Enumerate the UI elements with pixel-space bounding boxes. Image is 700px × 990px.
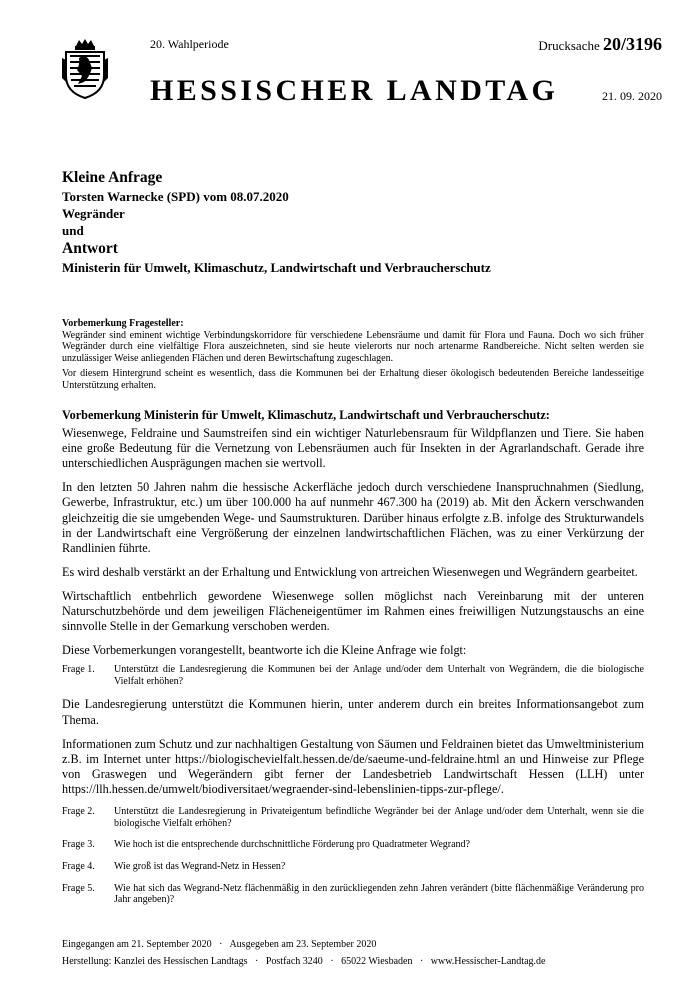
frage-text: Unterstützt die Landesregierung in Privateigentum befindliche Wegränder bei der Anlage und/oder dem Unterhalt, wenn sie die biologische Vielfalt erhöhen? bbox=[114, 805, 644, 829]
paragraph: Wiesenwege, Feldraine und Saumstreifen sind ein wichtiger Naturlebensraum für Wildpflanzen und Tiere. Sie haben eine große Bedeutung für die Vernetzung von Lebensräumen auch für Insekten in der Agrarlandschaft. Gerade ihre unterschiedlichen Ausprägungen machen sie wertvoll. bbox=[62, 426, 644, 471]
frage-text: Wie hoch ist die entsprechende durchschnittliche Förderung pro Quadratmeter Wegrand? bbox=[114, 839, 470, 851]
footer-dates: Eingegangen am 21. September 2020 · Ausgegeben am 23. September 2020 bbox=[62, 939, 377, 950]
drucksache-label bbox=[538, 34, 662, 55]
paragraph: Diese Vorbemerkungen vorangestellt, beantworte ich die Kleine Anfrage wie folgt: bbox=[62, 643, 467, 658]
frage-2 bbox=[62, 806, 644, 829]
section-heading: Vorbemerkung Ministerin für Umwelt, Klimaschutz, Landwirtschaft und Verbraucherschutz: bbox=[62, 408, 550, 422]
vorbemerkung-fragesteller bbox=[62, 318, 644, 394]
document-footer bbox=[62, 936, 545, 970]
anfrage-type: Kleine Anfrage bbox=[62, 169, 163, 186]
wahlperiode: 20. Wahlperiode bbox=[150, 37, 229, 51]
drucksache-number: 20/3196 bbox=[602, 34, 662, 54]
antwort-paragraph: Die Landesregierung unterstützt die Kommunen hierin, unter anderem durch ein breites Informationsangebot zum Thema. bbox=[62, 697, 644, 727]
antwort-label: Antwort bbox=[62, 240, 118, 257]
paragraph: Wegränder sind eminent wichtige Verbindungskorridore für verschiedene Lebensräume und damit für Flora und Fauna. Doch wo sich früher Wegränder durch eine vielfältige Flora auszeichneten, sind sie heute vielerorts nur noch artenarme Randbereiche. Nicht selten werden sie unzulässiger Weise anliegenden Flächen und deren Bewirtschaftung zugeschlagen. bbox=[62, 329, 644, 365]
questions-and-answers bbox=[62, 664, 644, 916]
document-meta bbox=[62, 168, 642, 276]
frage-label: Frage 4. bbox=[62, 861, 95, 873]
frage-text: Unterstützt die Landesregierung die Kommunen bei der Anlage und/oder dem Unterhalt von Wegrändern, die die biologische Vielfalt erhöhen? bbox=[114, 664, 644, 687]
vorbemerkung-ministerin bbox=[62, 408, 644, 667]
und-label: und bbox=[62, 223, 84, 238]
frage-3 bbox=[62, 839, 644, 851]
frage-label: Frage 3. bbox=[62, 839, 95, 851]
frage-label: Frage 2. bbox=[62, 805, 95, 817]
anfrage-subject: Wegränder bbox=[62, 206, 125, 221]
antwort-paragraph: Informationen zum Schutz und zur nachhaltigen Gestaltung von Säumen und Feldrainen bietet das Umweltministerium z.B. im Internet unter https://biologischevielfalt.hessen.de/de/saeume-und-feldraine.html an und Hinweise zur Pflege von Graswegen und Wegerändern gibt ferner der Landesbetrieb Landwirtschaft Hessen (LLH) unter https://llh.hessen.de/umwelt/biodiversitaet/wegraender-sind-lebenslinien-tipps-zur-pflege/. bbox=[62, 736, 644, 796]
frage-label: Frage 5. bbox=[62, 882, 95, 894]
document-title: HESSISCHER LANDTAG bbox=[150, 74, 559, 107]
paragraph: In den letzten 50 Jahren nahm die hessische Ackerfläche jedoch durch verschiedene Inanspruchnahmen (Siedlung, Gewerbe, Infrastruktur, etc.) um über 100.000 ha auf nunmehr 467.300 ha (2019) ab. Mit den Äckern verschwanden gleichzeitig die sie umgebenden Wege- und Saumstrukturen. Darüber hinaus erfolgte z.B. infolge des Strukturwandels in der Landwirtschaft eine Vergrößerung der einzelnen landwirtschaftlichen Flächen, was zu einer Verkürzung der Randlinien führte. bbox=[62, 480, 644, 555]
drucksache-label-text: Drucksache bbox=[538, 38, 600, 53]
frage-1 bbox=[62, 664, 644, 687]
ministry-name: Ministerin für Umwelt, Klimaschutz, Landwirtschaft und Verbraucherschutz bbox=[62, 260, 491, 275]
paragraph: Vor diesem Hintergrund scheint es wesentlich, dass die Kommunen bei der Erhaltung dieser ökologisch bedeutenden Bereiche landesseitige Unterstützung erhalten. bbox=[62, 367, 644, 391]
section-heading: Vorbemerkung Fragesteller: bbox=[62, 318, 184, 329]
frage-text: Wie groß ist das Wegrand-Netz in Hessen? bbox=[114, 861, 286, 873]
frage-4 bbox=[62, 861, 644, 873]
frage-5 bbox=[62, 883, 644, 906]
paragraph: Es wird deshalb verstärkt an der Erhaltung und Entwicklung von artreichen Wiesenwegen und Wegrändern gearbeitet. bbox=[62, 564, 638, 579]
frage-text: Wie hat sich das Wegrand-Netz flächenmäßig in den zurückliegenden zehn Jahren verändert (bitte flächenmäßige Veränderung pro Jahr angeben)? bbox=[114, 882, 644, 906]
document-date: 21. 09. 2020 bbox=[602, 89, 662, 103]
frage-label: Frage 1. bbox=[62, 664, 95, 675]
paragraph: Wirtschaftlich entbehrlich gewordene Wiesenwege sollen möglichst nach Vereinbarung mit der unteren Naturschutzbehörde und dem jeweiligen Flächeneigentümer im Rahmen eines freiwilligen Nutzungstauschs an eine sinnvolle Stelle in der Gemarkung verschoben werden. bbox=[62, 588, 644, 634]
footer-publisher: Herstellung: Kanzlei des Hessischen Landtags · Postfach 3240 · 65022 Wiesbaden · www.Hessischer-Landtag.de bbox=[62, 956, 546, 967]
hessen-coat-of-arms-logo bbox=[62, 38, 108, 100]
anfrage-author: Torsten Warnecke (SPD) vom 08.07.2020 bbox=[62, 189, 289, 204]
